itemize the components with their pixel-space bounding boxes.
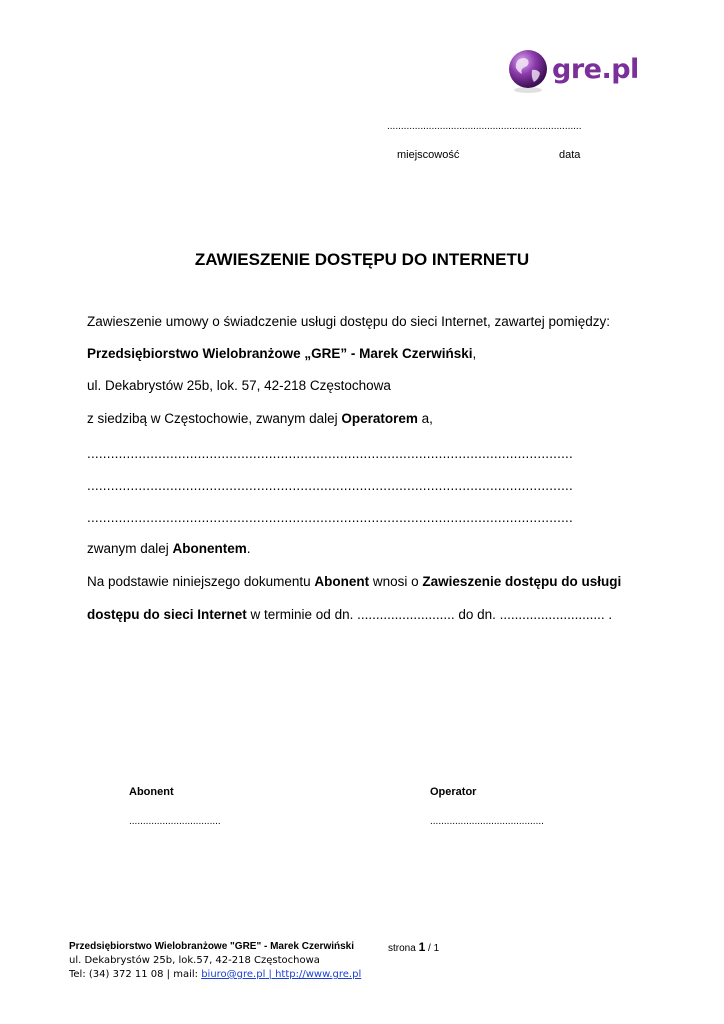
footer-www-link[interactable]: http://www.gre.pl bbox=[275, 969, 362, 980]
place-label: miejscowość bbox=[397, 149, 460, 161]
term-text bbox=[87, 607, 612, 622]
page-total: / 1 bbox=[425, 943, 440, 954]
signature-operator-label: Operator bbox=[430, 786, 477, 798]
term-mid: w terminie od dn. .......................... do dn. ............................ . bbox=[246, 607, 613, 622]
basis-mid: wnosi o bbox=[369, 574, 423, 589]
signature-operator-line: ......................................... bbox=[430, 816, 544, 827]
footer-company: Przedsiębiorstwo Wielobranżowe "GRE" - Marek Czerwiński bbox=[69, 941, 355, 952]
basis-bold-suspension: Zawieszenie dostępu do usługi bbox=[422, 574, 622, 589]
basis-pre: Na podstawie niniejszego dokumentu bbox=[87, 574, 315, 589]
footer-page-number bbox=[388, 940, 439, 954]
place-date-dots: ...................................................................... bbox=[387, 121, 582, 132]
subscriber-line-1: ........................................................................................................................... bbox=[87, 446, 573, 461]
signature-abonent-label: Abonent bbox=[129, 786, 174, 798]
subscriber-bold: Abonentem bbox=[172, 541, 247, 556]
globe-icon bbox=[506, 48, 550, 94]
basis-text bbox=[87, 574, 621, 589]
seat-post: a, bbox=[417, 411, 433, 426]
subscriber-post: . bbox=[246, 541, 251, 556]
logo-text: gre.pl bbox=[552, 54, 639, 85]
date-label: data bbox=[559, 149, 581, 161]
basis-bold-abonent: Abonent bbox=[314, 574, 370, 589]
page-current: 1 bbox=[418, 940, 426, 954]
operator-company-name: Przedsiębiorstwo Wielobranżowe „GRE” - Marek Czerwiński bbox=[87, 346, 473, 361]
subscriber-line-2: ........................................................................................................................... bbox=[87, 478, 573, 493]
operator-company-tail: , bbox=[472, 346, 477, 361]
subscriber-pre: zwanym dalej bbox=[87, 541, 173, 556]
term-bold: dostępu do sieci Internet bbox=[87, 607, 247, 622]
subscriber-text bbox=[87, 541, 251, 556]
footer-contact bbox=[69, 969, 361, 980]
document-title: ZAWIESZENIE DOSTĘPU DO INTERNETU bbox=[194, 250, 530, 269]
operator-company bbox=[87, 346, 476, 361]
gre-logo bbox=[506, 48, 639, 98]
operator-seat bbox=[87, 411, 433, 426]
signature-abonent-line: ................................. bbox=[129, 816, 221, 827]
seat-pre: z siedzibą w Częstochowie, zwanym dalej bbox=[87, 411, 342, 426]
page-label: strona bbox=[388, 943, 419, 954]
footer-address: ul. Dekabrystów 25b, lok.57, 42-218 Częstochowa bbox=[69, 955, 320, 966]
footer-mail-link[interactable]: biuro@gre.pl bbox=[201, 969, 266, 980]
operator-address: ul. Dekabrystów 25b, lok. 57, 42-218 Częstochowa bbox=[87, 378, 391, 393]
subscriber-line-3: ........................................................................................................................... bbox=[87, 510, 573, 525]
footer-separator: | bbox=[265, 969, 276, 980]
footer-tel: Tel: (34) 372 11 08 | mail: bbox=[69, 969, 202, 980]
seat-bold: Operatorem bbox=[341, 411, 418, 426]
intro-text: Zawieszenie umowy o świadczenie usługi dostępu do sieci Internet, zawartej pomiędzy: bbox=[87, 314, 611, 329]
